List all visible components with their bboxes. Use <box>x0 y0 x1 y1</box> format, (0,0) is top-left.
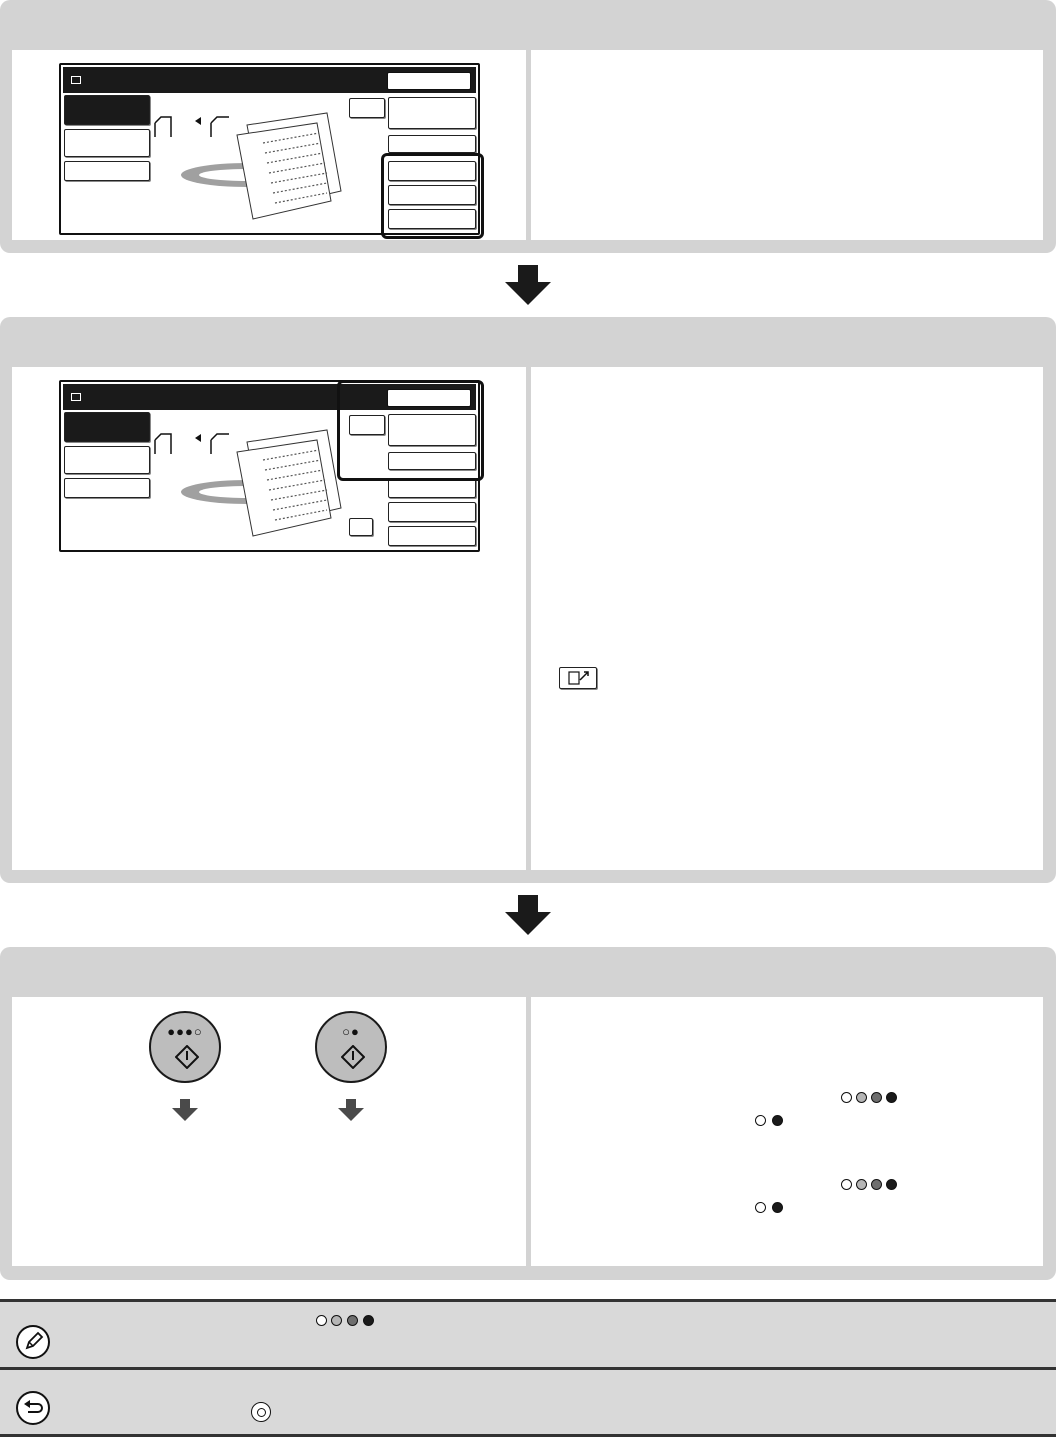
step-3-illustration-area <box>12 997 526 1266</box>
down-arrow-small-icon <box>338 1099 364 1121</box>
indicator-dot-light-gray <box>856 1179 867 1190</box>
indicator-dot-dark-gray <box>871 1092 882 1103</box>
indicator-dot-white <box>316 1315 327 1326</box>
step-3-panel <box>0 947 1056 1280</box>
indicator-dot-black <box>886 1179 897 1190</box>
mode-button-2[interactable] <box>64 129 150 157</box>
indicator-dot-dark-gray <box>871 1179 882 1190</box>
down-arrow-small-icon <box>172 1099 198 1121</box>
mode-button-2[interactable] <box>64 446 150 474</box>
info-icon-button[interactable] <box>349 518 373 536</box>
color-start-indicator: ●●●○ <box>167 1024 203 1039</box>
note-bar-1 <box>0 1302 1056 1367</box>
scanner-icon <box>71 393 81 401</box>
step-1-text-area <box>531 50 1043 240</box>
black-white-start-key[interactable] <box>315 1011 387 1083</box>
step-3-text-area <box>531 997 1043 1266</box>
mode-button-1[interactable] <box>64 412 150 442</box>
step-2-text-area <box>531 367 1043 870</box>
color-start-key[interactable] <box>149 1011 221 1083</box>
down-arrow-icon <box>505 895 551 935</box>
indicator-dot-black <box>363 1315 374 1326</box>
top-right-button[interactable] <box>387 72 471 90</box>
note-bar-2 <box>0 1370 1056 1434</box>
document-illustration <box>151 420 347 545</box>
indicator-dot-light-gray <box>331 1315 342 1326</box>
indicator-dot-dark-gray <box>347 1315 358 1326</box>
color-mode-key-icon <box>559 667 597 689</box>
step-2-heading <box>0 317 1056 367</box>
color-mode-icon-button[interactable] <box>349 98 385 118</box>
indicator-dot-black <box>772 1202 783 1213</box>
mode-button-3[interactable] <box>64 478 150 498</box>
return-arrow-icon <box>16 1391 50 1425</box>
indicator-dot-black <box>772 1115 783 1126</box>
document-illustration <box>151 103 347 228</box>
indicator-dot-light-gray <box>856 1092 867 1103</box>
right-button-5[interactable] <box>388 526 476 546</box>
step-1-highlight-frame <box>381 153 484 239</box>
mode-button-1[interactable] <box>64 95 150 125</box>
stop-key-icon <box>251 1402 271 1422</box>
step-1-heading <box>0 0 1056 50</box>
step-3-heading <box>0 947 1056 997</box>
right-button-2[interactable] <box>388 135 476 153</box>
scanner-icon <box>71 76 81 84</box>
mode-button-3[interactable] <box>64 161 150 181</box>
black-white-start-indicator: ○● <box>342 1024 360 1039</box>
start-diamond-icon <box>175 1045 199 1069</box>
status-bar <box>63 67 476 93</box>
indicator-dot-white <box>841 1179 852 1190</box>
indicator-dot-white <box>841 1092 852 1103</box>
right-button-3[interactable] <box>388 478 476 498</box>
indicator-dot-white <box>755 1115 766 1126</box>
right-button-1[interactable] <box>388 97 476 129</box>
indicator-dot-black <box>886 1092 897 1103</box>
down-arrow-icon <box>505 265 551 305</box>
step-2-highlight-frame <box>337 380 484 481</box>
pencil-note-icon <box>16 1325 50 1359</box>
start-diamond-icon <box>341 1045 365 1069</box>
right-button-4[interactable] <box>388 502 476 522</box>
indicator-dot-white <box>755 1202 766 1213</box>
